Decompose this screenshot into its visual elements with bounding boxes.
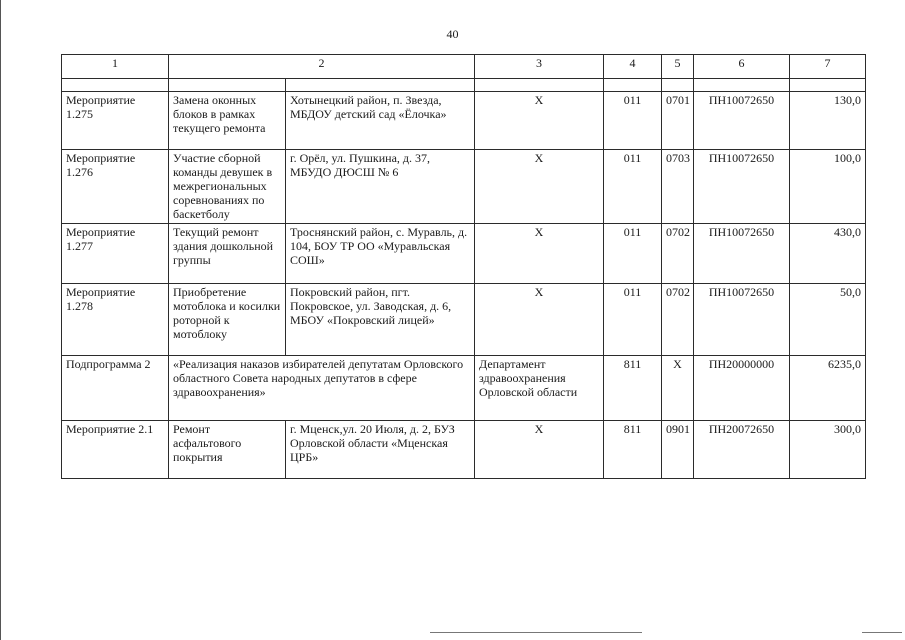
table-row	[62, 224, 866, 284]
responsible: Х	[475, 421, 604, 479]
code-target: ПН10072650	[694, 92, 790, 150]
code-grbs: 011	[604, 150, 662, 224]
code-section: 0703	[662, 150, 694, 224]
event-address: г. Мценск,ул. 20 Июля, д. 2, БУЗ Орловской области «Мценская ЦРБ»	[286, 421, 475, 479]
event-label: Мероприятие 1.278	[62, 284, 169, 356]
amount: 130,0	[790, 92, 866, 150]
amount: 300,0	[790, 421, 866, 479]
header-col-2: 2	[169, 55, 475, 79]
header-col-1: 1	[62, 55, 169, 79]
code-target: ПН10072650	[694, 224, 790, 284]
event-label: Мероприятие 1.275	[62, 92, 169, 150]
event-label: Мероприятие 1.276	[62, 150, 169, 224]
event-label: Мероприятие 1.277	[62, 224, 169, 284]
event-description: Приобретение мотоблока и косилки роторной к мотоблоку	[169, 284, 286, 356]
header-col-6: 6	[694, 55, 790, 79]
table-row	[62, 92, 866, 150]
subprogram-label: Подпрограмма 2	[62, 356, 169, 421]
page-number: 40	[446, 27, 459, 41]
code-section: 0901	[662, 421, 694, 479]
code-grbs: 011	[604, 284, 662, 356]
code-grbs: 011	[604, 224, 662, 284]
subprogram-row	[62, 356, 866, 421]
responsible: Х	[475, 284, 604, 356]
code-section: 0702	[662, 284, 694, 356]
event-address: Троснянский район, с. Муравль, д. 104, БОУ ТР ОО «Муравльская СОШ»	[286, 224, 475, 284]
code-grbs: 811	[604, 421, 662, 479]
code-grbs: 011	[604, 92, 662, 150]
code-section: 0702	[662, 224, 694, 284]
header-col-5: 5	[662, 55, 694, 79]
header-col-3: 3	[475, 55, 604, 79]
table-row	[62, 284, 866, 356]
event-description: Замена оконных блоков в рамках текущего ремонта	[169, 92, 286, 150]
header-col-7: 7	[790, 55, 866, 79]
amount: 100,0	[790, 150, 866, 224]
budget-table	[61, 54, 866, 479]
header-row	[62, 55, 866, 79]
amount: 430,0	[790, 224, 866, 284]
code-target: ПН20072650	[694, 421, 790, 479]
event-description: Текущий ремонт здания дошкольной группы	[169, 224, 286, 284]
event-address: г. Орёл, ул. Пушкина, д. 37, МБУДО ДЮСШ № 6	[286, 150, 475, 224]
code-grbs: 811	[604, 356, 662, 421]
spacer-row	[62, 79, 866, 92]
responsible: Департамент здравоохранения Орловской области	[475, 356, 604, 421]
table-row	[62, 421, 866, 479]
code-target: ПН10072650	[694, 284, 790, 356]
event-label: Мероприятие 2.1	[62, 421, 169, 479]
event-description: Ремонт асфальтового покрытия	[169, 421, 286, 479]
event-address: Покровский район, пгт. Покровское, ул. Заводская, д. 6, МБОУ «Покровский лицей»	[286, 284, 475, 356]
responsible: Х	[475, 224, 604, 284]
responsible: Х	[475, 92, 604, 150]
code-section: Х	[662, 356, 694, 421]
event-description: Участие сборной команды девушек в межрегиональных соревнованиях по баскетболу	[169, 150, 286, 224]
code-target: ПН20000000	[694, 356, 790, 421]
subprogram-title: «Реализация наказов избирателей депутатам Орловского областного Совета народных депутатов в сфере здравоохранения»	[169, 356, 475, 421]
page-edge-line	[0, 0, 1, 640]
event-address: Хотынецкий район, п. Звезда, МБДОУ детский сад «Ёлочка»	[286, 92, 475, 150]
code-section: 0701	[662, 92, 694, 150]
table-row	[62, 150, 866, 224]
footer-rule	[430, 632, 642, 633]
amount: 50,0	[790, 284, 866, 356]
footer-rule-right	[862, 632, 902, 633]
responsible: Х	[475, 150, 604, 224]
amount: 6235,0	[790, 356, 866, 421]
code-target: ПН10072650	[694, 150, 790, 224]
header-col-4: 4	[604, 55, 662, 79]
